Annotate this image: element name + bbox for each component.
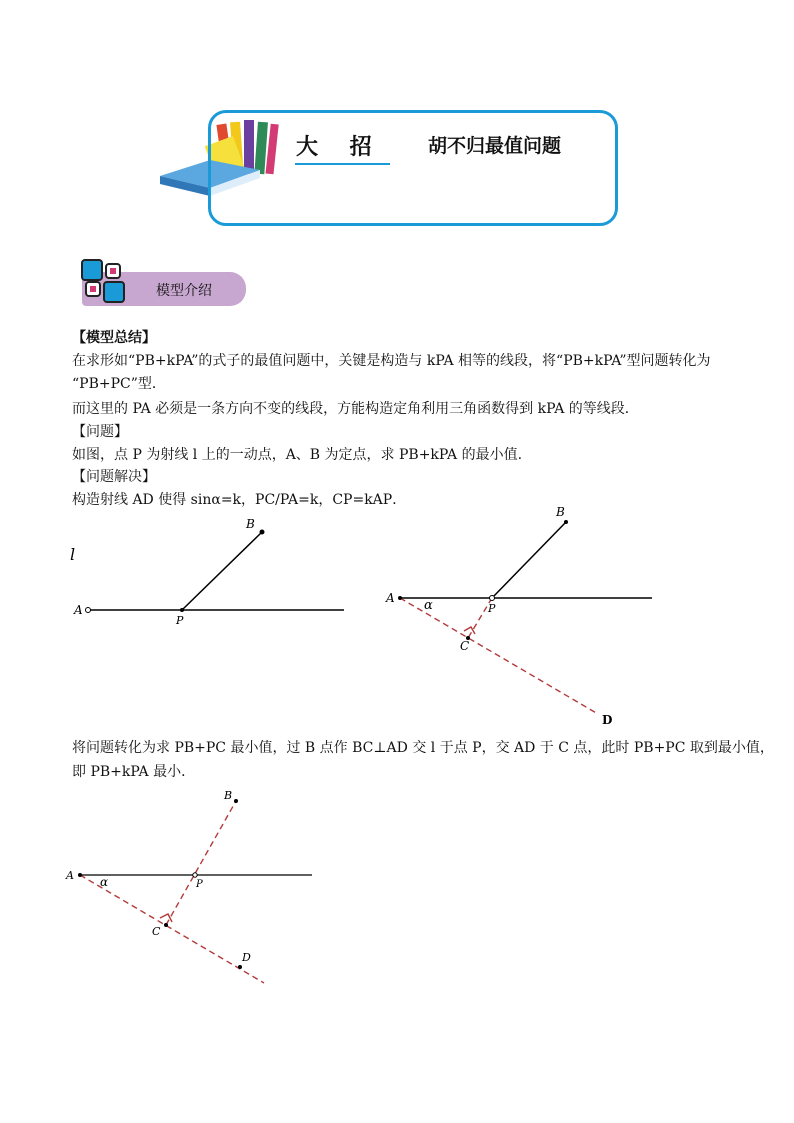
- segment-PB: [182, 532, 262, 610]
- label-A: A: [74, 603, 83, 617]
- label-B: B: [224, 789, 233, 802]
- solution-text: 构造射线 AD 使得 sinα=k，PC/PA=k，CP=kAP．: [72, 492, 407, 508]
- summary-line-2: “PB+PC”型．: [72, 376, 166, 392]
- label-A: A: [386, 591, 395, 605]
- summary-line-1: 在求形如“PB+kPA”的式子的最值问题中，关键是构造与 kPA 相等的线段，将“PB+kPA”型问题转化为: [72, 353, 711, 369]
- label-B: B: [556, 505, 565, 519]
- right-angle-mark: [160, 914, 172, 922]
- summary-heading: 【模型总结】: [72, 330, 156, 346]
- point-D: [238, 965, 242, 969]
- figure-3: [60, 785, 320, 990]
- label-P: P: [176, 614, 184, 627]
- point-P: [490, 596, 495, 601]
- conclusion-line-2: 即 PB+kPA 最小．: [72, 764, 196, 780]
- section-banner-label: 模型介绍: [156, 283, 212, 299]
- label-D: D: [602, 713, 613, 727]
- ray-AD: [400, 598, 598, 714]
- figure-1: [60, 510, 360, 640]
- summary-line-3: 而这里的 PA 必须是一条方向不变的线段，方能构造定角利用三角函数得到 kPA 的等线段．: [72, 401, 639, 417]
- solution-heading: 【问题解决】: [72, 469, 156, 485]
- page-subtitle: 胡不归最值问题: [428, 135, 562, 157]
- point-A: [78, 873, 82, 877]
- problem-text: 如图，点 P 为射线 l 上的一动点，A、B 为定点，求 PB+kPA 的最小值.: [72, 447, 523, 463]
- label-B: B: [246, 517, 255, 531]
- label-P: P: [196, 879, 203, 890]
- page-title: 大 招: [296, 134, 384, 160]
- point-C: [164, 923, 168, 927]
- point-P: [193, 873, 197, 877]
- point-A: [86, 608, 91, 613]
- label-C: C: [152, 925, 161, 938]
- point-B: [564, 520, 568, 524]
- label-alpha: α: [424, 598, 433, 613]
- grid-squares-icon: [78, 256, 134, 306]
- label-D: D: [242, 951, 251, 964]
- ray-AD: [80, 875, 264, 983]
- figure-2: [380, 500, 670, 735]
- title-underline: [295, 163, 390, 165]
- point-B: [234, 799, 238, 803]
- point-A: [398, 596, 402, 600]
- label-A: A: [66, 869, 74, 882]
- segment-PB: [492, 522, 566, 598]
- problem-heading: 【问题】: [72, 424, 128, 440]
- point-B: [260, 530, 265, 535]
- label-P: P: [488, 602, 496, 615]
- title-frame: [208, 110, 618, 226]
- label-alpha: α: [100, 875, 109, 889]
- point-P: [180, 608, 184, 612]
- label-l: l: [70, 545, 76, 564]
- conclusion-line-1: 将问题转化为求 PB+PC 最小值，过 B 点作 BC⊥AD 交 l 于点 P，交 AD 于 C 点，此时 PB+PC 取到最小值，: [72, 740, 774, 756]
- label-C: C: [460, 639, 470, 653]
- segment-BC: [166, 801, 236, 925]
